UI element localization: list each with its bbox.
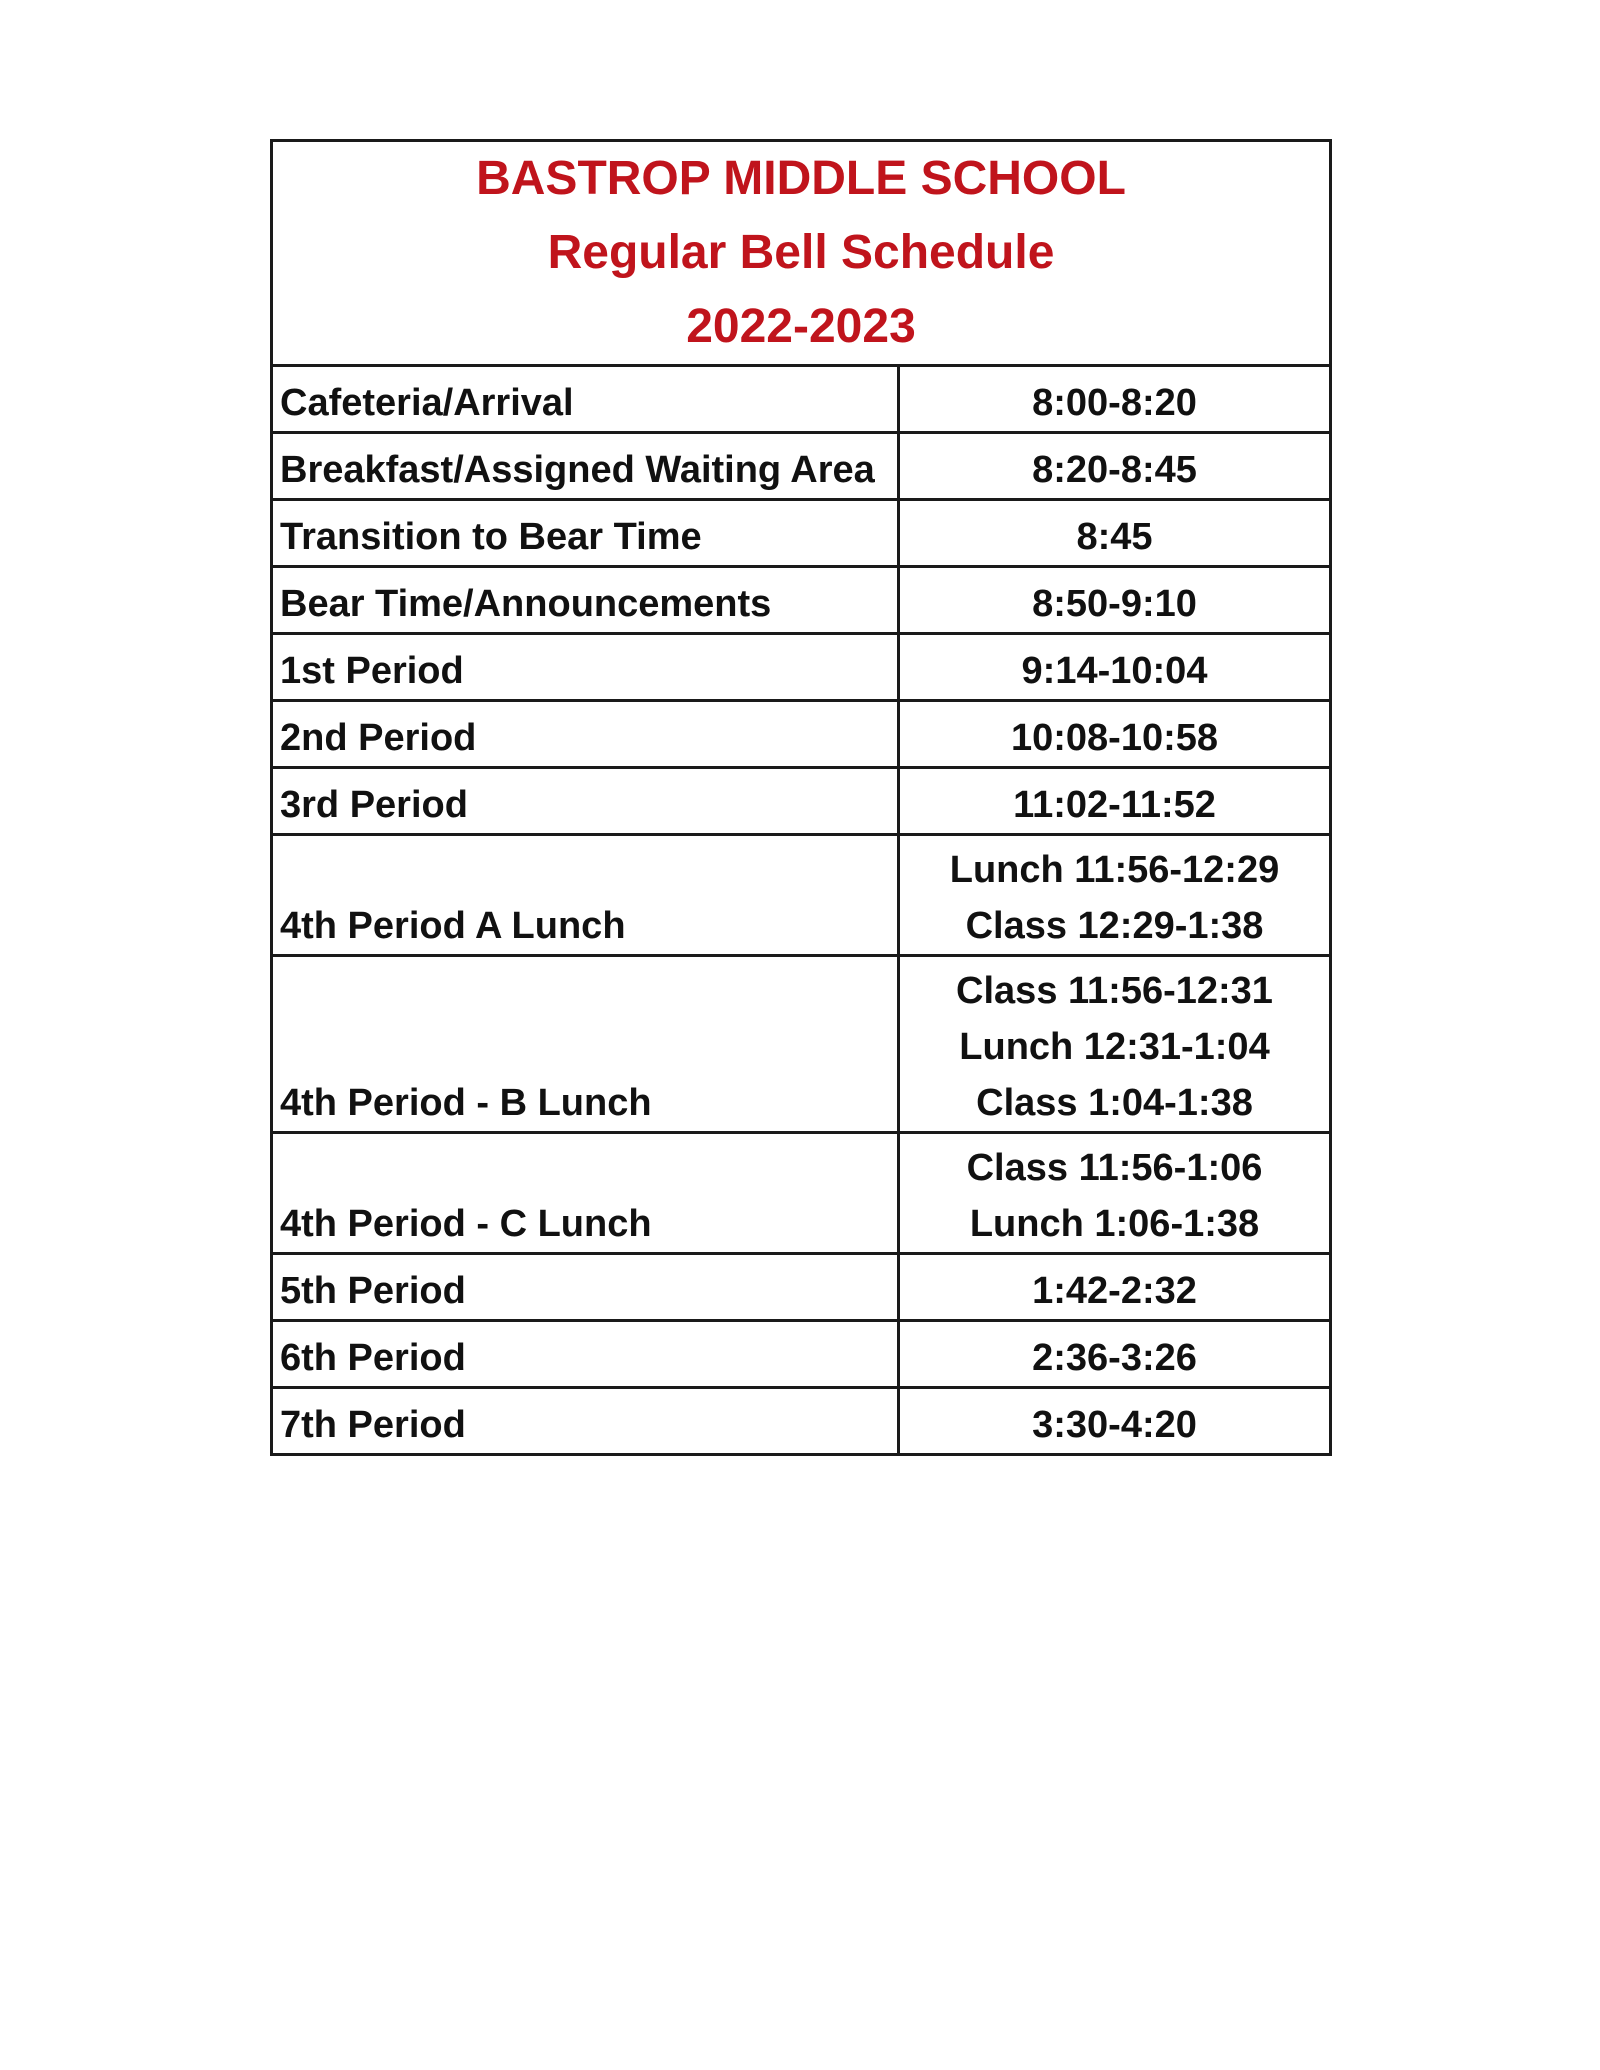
time-line: Class 11:56-12:31 [956,970,1273,1012]
time-line: 1:42-2:32 [1032,1270,1197,1312]
period-label: Breakfast/Assigned Waiting Area [272,433,899,500]
period-time [899,500,1331,567]
schedule-name: Regular Bell Schedule [547,226,1055,279]
time-line: 8:45 [1076,516,1153,558]
period-time [899,634,1331,701]
period-time [899,1133,1331,1254]
time-line: Class 11:56-1:06 [966,1147,1263,1189]
period-label: 4th Period - B Lunch [272,956,899,1133]
period-label: 5th Period [272,1254,899,1321]
title-row [272,141,1331,366]
table-row [272,567,1331,634]
period-time [899,1321,1331,1388]
period-label: 4th Period - C Lunch [272,1133,899,1254]
period-label: 6th Period [272,1321,899,1388]
period-time [899,433,1331,500]
time-line: Class 1:04-1:38 [976,1082,1253,1124]
period-time [899,366,1331,433]
table-row [272,634,1331,701]
table-row [272,1321,1331,1388]
period-label: 2nd Period [272,701,899,768]
time-line: Lunch 1:06-1:38 [969,1203,1260,1245]
time-line: 3:30-4:20 [1032,1404,1197,1446]
table-row [272,1388,1331,1455]
bell-schedule-table [270,139,1332,1456]
time-line: 9:14-10:04 [1021,650,1208,692]
period-label: Cafeteria/Arrival [272,366,899,433]
table-row [272,956,1331,1133]
table-row [272,1254,1331,1321]
time-line: 10:08-10:58 [1010,717,1219,759]
school-year: 2022-2023 [686,300,916,353]
time-line: 2:36-3:26 [1032,1337,1197,1379]
table-row [272,701,1331,768]
title-cell [272,141,1331,366]
period-time [899,1388,1331,1455]
time-line: 11:02-11:52 [1013,784,1216,826]
period-time [899,835,1331,956]
time-line: Lunch 12:31-1:04 [959,1026,1270,1068]
period-time [899,768,1331,835]
table-row [272,835,1331,956]
period-time [899,956,1331,1133]
time-line: 8:20-8:45 [1032,449,1197,491]
period-time [899,1254,1331,1321]
period-label: 7th Period [272,1388,899,1455]
table-row [272,1133,1331,1254]
school-name: BASTROP MIDDLE SCHOOL [476,152,1126,205]
period-label: Transition to Bear Time [272,500,899,567]
table-row [272,500,1331,567]
table-row [272,433,1331,500]
period-time [899,701,1331,768]
period-label: Bear Time/Announcements [272,567,899,634]
time-line: 8:00-8:20 [1032,382,1197,424]
period-label: 1st Period [272,634,899,701]
period-label: 4th Period A Lunch [272,835,899,956]
time-line: 8:50-9:10 [1032,583,1197,625]
period-label: 3rd Period [272,768,899,835]
table-row [272,366,1331,433]
table-row [272,768,1331,835]
time-line: Lunch 11:56-12:29 [949,849,1280,891]
period-time [899,567,1331,634]
time-line: Class 12:29-1:38 [965,905,1264,947]
